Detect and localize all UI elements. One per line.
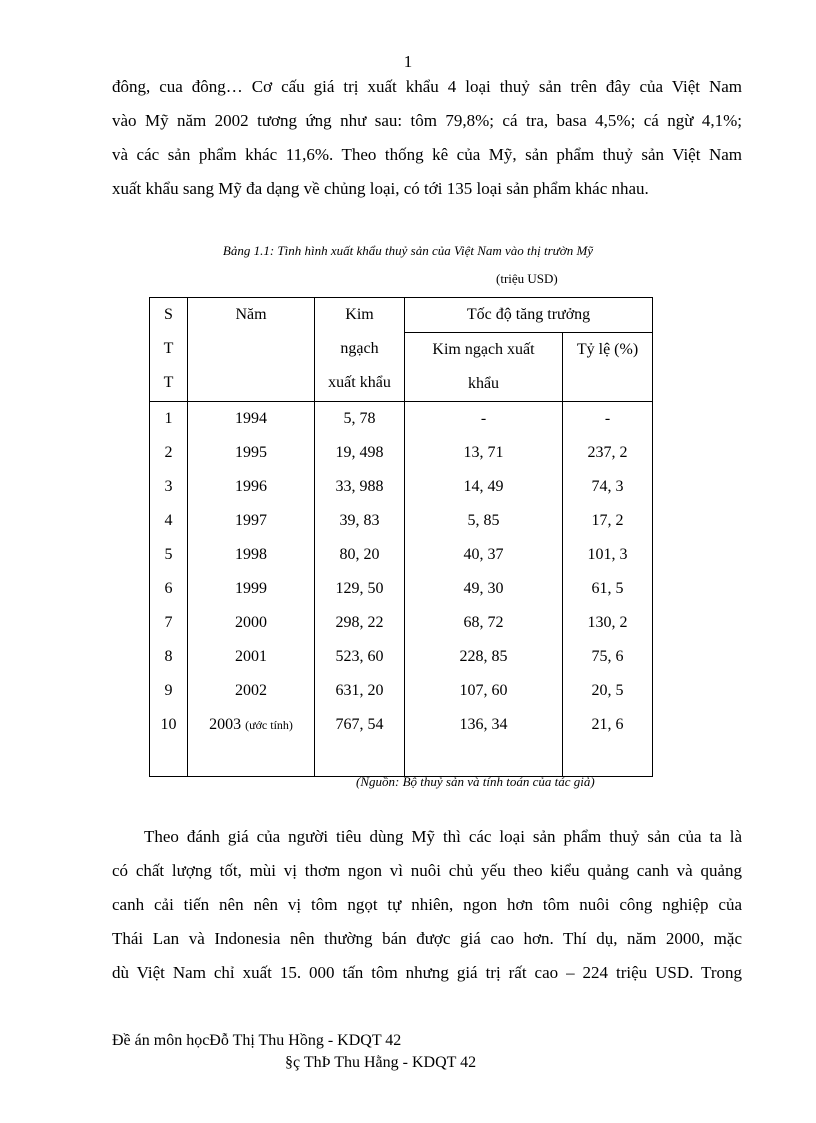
cell-value: 129, 50 — [315, 572, 405, 606]
cell-year: 1998 — [188, 538, 315, 572]
header-year: Năm — [188, 298, 315, 402]
cell-rate: 17, 2 — [563, 504, 653, 538]
cell-rate: 101, 3 — [563, 538, 653, 572]
cell-year: 1995 — [188, 436, 315, 470]
paragraph-2 — [112, 820, 742, 990]
paragraph-2-line: canh cải tiến nên nên vị tôm ngọt tự nhiên, ngon hơn tôm nuôi công nghiệp của — [112, 895, 742, 914]
cell-stt: 2 — [150, 436, 188, 470]
cell-value: 631, 20 — [315, 674, 405, 708]
table-row — [150, 504, 653, 538]
cell-growth-value: - — [405, 402, 563, 437]
cell-year: 1994 — [188, 402, 315, 437]
header-growth-rate: Tỷ lệ (%) — [563, 333, 653, 402]
cell-stt: 8 — [150, 640, 188, 674]
paragraph-1-line: vào Mỹ năm 2002 tương ứng như sau: tôm 79,8%; cá tra, basa 4,5%; cá ngừ 4,1%; — [112, 111, 742, 130]
table-row — [150, 708, 653, 742]
header-stt: S T T — [150, 298, 188, 402]
paragraph-1-line: xuất khẩu sang Mỹ đa dạng về chủng loại, có tới 135 loại sản phẩm khác nhau. — [112, 179, 649, 198]
paragraph-1-line: đông, cua đông… Cơ cấu giá trị xuất khẩu 4 loại thuỷ sản trên đây của Việt Nam — [112, 77, 742, 96]
table-row — [150, 470, 653, 504]
cell-stt: 9 — [150, 674, 188, 708]
paragraph-1 — [112, 70, 742, 206]
cell-growth-value: 13, 71 — [405, 436, 563, 470]
table-row — [150, 436, 653, 470]
paragraph-2-line: Thái Lan và Indonesia nên thường bán được giá cao hơn. Thí dụ, năm 2000, mặc — [112, 929, 742, 948]
header-growth: Tốc độ tăng trưởng — [405, 298, 653, 333]
cell-year: 2002 — [188, 674, 315, 708]
cell-year: 1999 — [188, 572, 315, 606]
header-growth-value: Kim ngạch xuất khẩu — [405, 333, 563, 402]
cell-value: 5, 78 — [315, 402, 405, 437]
paragraph-2-line: Theo đánh giá của người tiêu dùng Mỹ thì các loại sản phẩm thuỷ sản của ta là — [144, 827, 742, 846]
cell-value: 39, 83 — [315, 504, 405, 538]
table-empty-row — [150, 742, 653, 777]
cell-rate: - — [563, 402, 653, 437]
cell-rate: 130, 2 — [563, 606, 653, 640]
cell-value: 298, 22 — [315, 606, 405, 640]
cell-growth-value: 49, 30 — [405, 572, 563, 606]
cell-stt: 4 — [150, 504, 188, 538]
cell-growth-value: 68, 72 — [405, 606, 563, 640]
paragraph-2-line: dù Việt Nam chỉ xuất 15. 000 tấn tôm nhưng giá trị rất cao – 224 triệu USD. Trong — [112, 963, 742, 982]
table-row — [150, 674, 653, 708]
table-row — [150, 606, 653, 640]
cell-rate: 21, 6 — [563, 708, 653, 742]
table-row — [150, 572, 653, 606]
cell-rate: 75, 6 — [563, 640, 653, 674]
paragraph-2-line: có chất lượng tốt, mùi vị thơm ngon vì nuôi chủ yếu theo kiểu quảng canh và quảng — [112, 861, 742, 880]
table-row — [150, 640, 653, 674]
header-value: Kim ngạch xuất khẩu — [315, 298, 405, 402]
cell-stt: 1 — [150, 402, 188, 437]
cell-rate: 237, 2 — [563, 436, 653, 470]
cell-value: 523, 60 — [315, 640, 405, 674]
cell-growth-value: 228, 85 — [405, 640, 563, 674]
cell-value: 19, 498 — [315, 436, 405, 470]
footer-line-1: Đề án môn họcĐỗ Thị Thu Hồng - KDQT 42 — [112, 1032, 402, 1049]
cell-stt: 10 — [150, 708, 188, 742]
cell-rate: 74, 3 — [563, 470, 653, 504]
cell-growth-value: 14, 49 — [405, 470, 563, 504]
cell-rate: 20, 5 — [563, 674, 653, 708]
footer-line-2: §ç ThÞ Thu Hằng - KDQT 42 — [285, 1054, 477, 1071]
cell-year: 2000 — [188, 606, 315, 640]
cell-growth-value: 136, 34 — [405, 708, 563, 742]
cell-value: 767, 54 — [315, 708, 405, 742]
table-unit: (triệu USD) — [496, 271, 558, 286]
cell-value: 33, 988 — [315, 470, 405, 504]
cell-growth-value: 40, 37 — [405, 538, 563, 572]
table-header-row — [150, 298, 653, 333]
paragraph-1-line: và các sản phẩm khác 11,6%. Theo thống kê của Mỹ, sản phẩm thuỷ sản Việt Nam — [112, 145, 742, 164]
cell-year: 1997 — [188, 504, 315, 538]
table-row — [150, 538, 653, 572]
cell-year: 1996 — [188, 470, 315, 504]
cell-stt: 3 — [150, 470, 188, 504]
table-source: (Nguồn: Bộ thuỷ sản và tính toán của tác giả) — [356, 774, 595, 789]
cell-growth-value: 5, 85 — [405, 504, 563, 538]
year-note: (ước tính) — [245, 718, 293, 732]
page-number: 1 — [403, 52, 413, 71]
cell-year: 2001 — [188, 640, 315, 674]
cell-growth-value: 107, 60 — [405, 674, 563, 708]
cell-stt: 6 — [150, 572, 188, 606]
cell-year: 2003 (ước tính) — [188, 708, 315, 742]
cell-stt: 7 — [150, 606, 188, 640]
export-table — [149, 297, 653, 777]
cell-rate: 61, 5 — [563, 572, 653, 606]
cell-stt: 5 — [150, 538, 188, 572]
cell-value: 80, 20 — [315, 538, 405, 572]
table-caption: Bảng 1.1: Tình hình xuất khẩu thuỷ sản của Việt Nam vào thị trườn Mỹ — [222, 243, 594, 258]
table-row — [150, 402, 653, 437]
